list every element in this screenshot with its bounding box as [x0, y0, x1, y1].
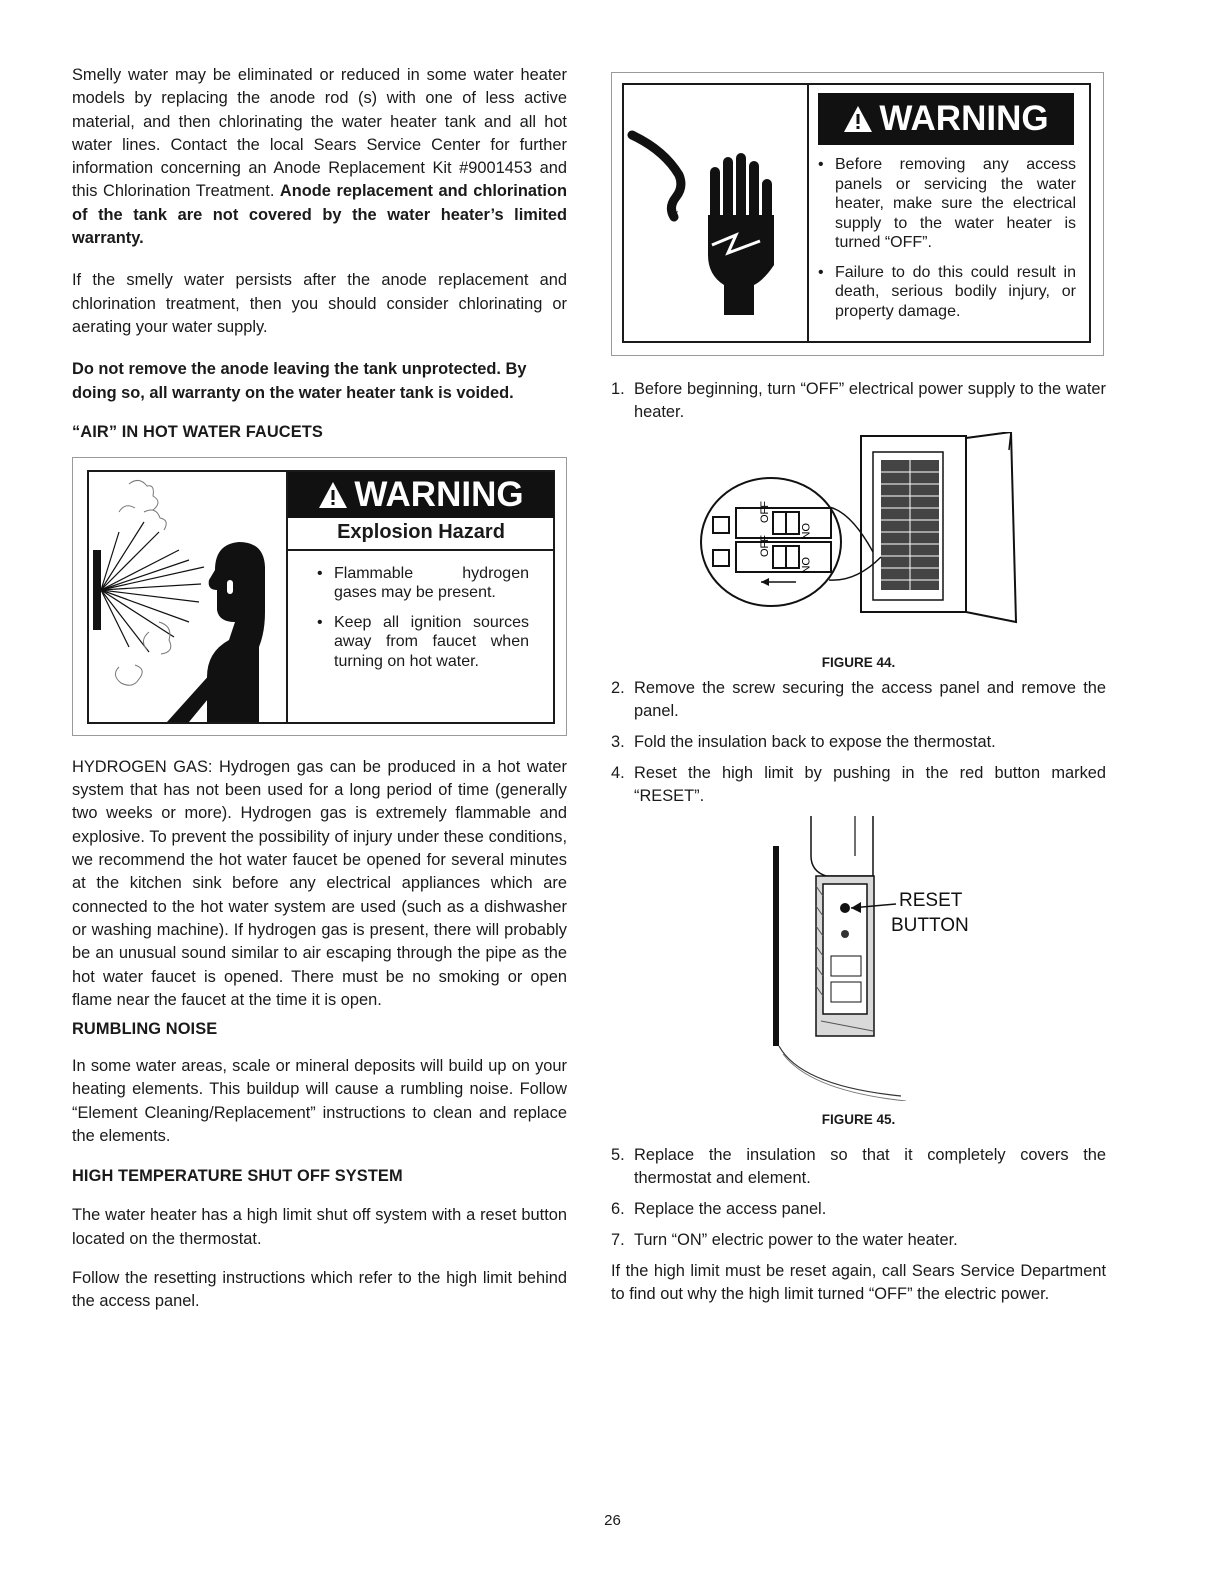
- step-number: 7.: [611, 1231, 625, 1249]
- warning-triangle-icon: [843, 105, 873, 133]
- step-number: 3.: [611, 733, 625, 751]
- step-number: 5.: [611, 1146, 625, 1164]
- step-text: Before beginning, turn “OFF” electrical power supply to the water heater.: [634, 380, 1106, 421]
- left-column: [72, 64, 567, 1314]
- step-item: [611, 1229, 1106, 1252]
- breaker-label-off: OFF: [759, 535, 771, 557]
- figure-45-caption: FIGURE 45.: [821, 1112, 896, 1127]
- step-text: Remove the screw securing the access panel and remove the panel.: [634, 679, 1106, 720]
- steps-list-c: [611, 1144, 1106, 1252]
- step-item: [611, 762, 1106, 808]
- step-text: Replace the access panel.: [634, 1200, 827, 1218]
- section-heading-high-temp: HIGH TEMPERATURE SHUT OFF SYSTEM: [72, 1167, 403, 1186]
- step-item: [611, 731, 1106, 754]
- anode-removal-warning: Do not remove the anode leaving the tank unprotected. By doing so, all warranty on the water heater tank is voided.: [72, 360, 527, 402]
- rumbling-noise-paragraph: In some water areas, scale or mineral deposits will build up on your heating elements. This buildup will cause a rumbling noise. Follow “Element Cleaning/Replacement” instructions to clean and replace the elements.: [72, 1057, 567, 1146]
- step-text: Fold the insulation back to expose the thermostat.: [634, 733, 996, 751]
- high-temp-paragraph-1: The water heater has a high limit shut off system with a reset button located on the thermostat.: [72, 1206, 567, 1248]
- warning-bullet: • Keep all ignition sources away from faucet when turning on hot water.: [317, 613, 529, 672]
- shock-warning-box: [611, 72, 1104, 356]
- warning-banner-shock: [818, 93, 1074, 145]
- steps-list-a: [611, 378, 1106, 424]
- step-text: Reset the high limit by pushing in the red button marked “RESET”.: [634, 764, 1106, 805]
- warning-bullet: • Flammable hydrogen gases may be present.: [317, 564, 529, 603]
- warning-title-shock: WARNING: [879, 99, 1049, 138]
- step-text: Replace the insulation so that it completely covers the thermostat and element.: [634, 1146, 1106, 1187]
- warning-banner-explosion: [288, 472, 554, 518]
- anode-warranty-note: Anode replacement and chlorination of the tank are not covered by the water heater’s limited warranty.: [72, 182, 567, 248]
- explosion-warning-box: [72, 457, 567, 736]
- warning-bullet: • Before removing any access panels or servicing the water heater, make sure the electrical supply to the water heater is turned “OFF”.: [818, 155, 1076, 253]
- reset-button-label-line2: BUTTON: [891, 915, 969, 936]
- warning-bullet: • Failure to do this could result in death, serious bodily injury, or property damage.: [818, 263, 1076, 322]
- step-item: [611, 1198, 1106, 1221]
- step-text: Turn “ON” electric power to the water heater.: [634, 1231, 958, 1249]
- warning-title-explosion: WARNING: [354, 474, 524, 514]
- step-number: 6.: [611, 1200, 625, 1218]
- hydrogen-gas-paragraph: HYDROGEN GAS: Hydrogen gas can be produced in a hot water system that has not been used for a long period of time (generally two weeks or more). Hydrogen gas is extremely flammable and explosive. To prevent the possibility of injury under these conditions, we recommend the hot water faucet be opened for several minutes at the kitchen sink before any electrical appliances which are connected to the hot water system are used (such as a dishwasher or washing machine). If hydrogen gas is present, there will probably be an unusual sound similar to air escaping through the pipe as the hot water faucet is opened. There must be no smoking or open flame near the faucet at the time it is open.: [72, 757, 567, 1009]
- breaker-panel-illustration: [611, 432, 1106, 657]
- breaker-label-off: OFF: [759, 501, 771, 523]
- explosion-hazard-subtitle: Explosion Hazard: [288, 520, 554, 551]
- thermostat-reset-illustration: [611, 816, 1106, 1101]
- section-heading-air: “AIR” IN HOT WATER FAUCETS: [72, 422, 323, 441]
- step-item: [611, 1144, 1106, 1190]
- reset-button-label-line1: RESET: [899, 890, 963, 911]
- explosion-pictogram-icon: [89, 472, 289, 722]
- step-item: [611, 677, 1106, 723]
- step-item: [611, 378, 1106, 424]
- right-column: [611, 72, 1106, 1307]
- figure-45: [611, 816, 1106, 1134]
- steps-list-b: [611, 677, 1106, 808]
- explosion-warning-list: [317, 564, 529, 682]
- breaker-label-on: ON: [799, 523, 811, 540]
- figure-44: [611, 432, 1106, 677]
- section-heading-rumbling: RUMBLING NOISE: [72, 1020, 218, 1039]
- final-reset-paragraph: If the high limit must be reset again, call Sears Service Department to find out why the high limit turned “OFF” the electric power.: [611, 1262, 1106, 1304]
- anode-paragraph-text: Smelly water may be eliminated or reduced in some water heater models by replacing the anode rod (s) with one of less active material, and then chlorinating the water heater tank and all hot water lines. Contact the local Sears Service Center for further information concerning an Anode Replacement Kit #9001453 and this Chlorination Treatment.: [72, 66, 567, 201]
- smelly-water-paragraph: If the smelly water persists after the anode replacement and chlorination treatment, then you should consider chlorinating or aerating your water supply.: [72, 271, 567, 336]
- step-number: 2.: [611, 679, 625, 697]
- electric-shock-hand-icon: [624, 95, 804, 335]
- page-number: 26: [604, 1512, 621, 1529]
- anode-paragraph: [72, 64, 567, 250]
- figure-44-caption: FIGURE 44.: [821, 655, 896, 670]
- warning-triangle-icon: [318, 481, 348, 509]
- step-number: 4.: [611, 764, 625, 782]
- breaker-label-on: ON: [799, 557, 811, 574]
- high-temp-paragraph-2: Follow the resetting instructions which refer to the high limit behind the access panel.: [72, 1268, 567, 1311]
- shock-warning-list: [818, 155, 1076, 331]
- step-number: 1.: [611, 380, 625, 398]
